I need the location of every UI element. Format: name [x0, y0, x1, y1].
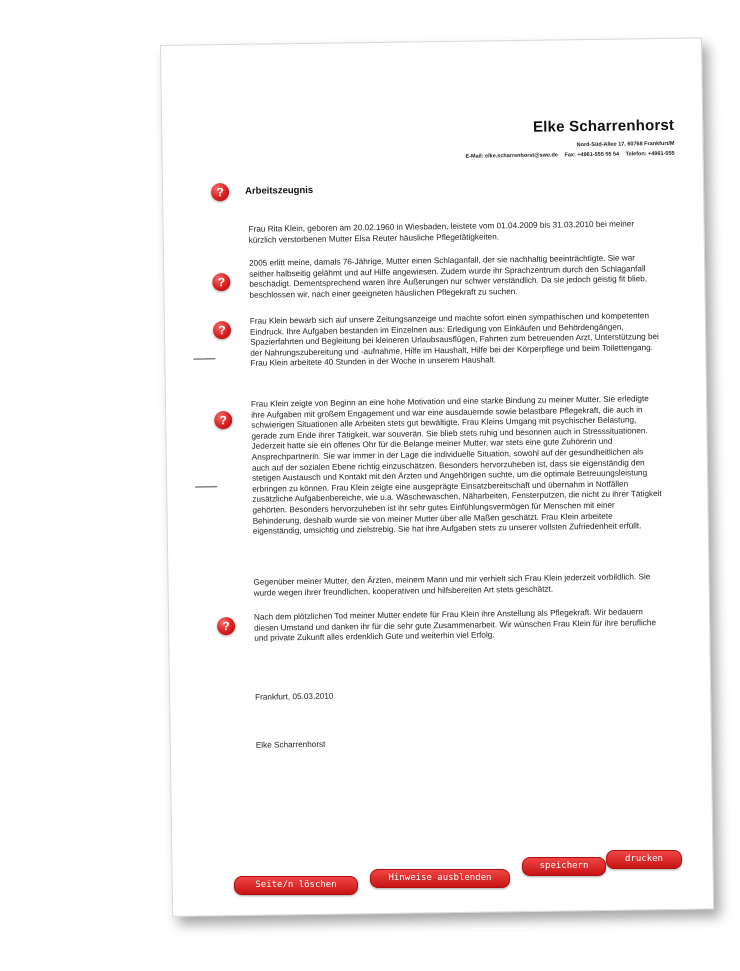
signature-name: Elke Scharrenhorst [255, 739, 326, 750]
delete-pages-button[interactable]: Seite/n löschen [234, 876, 358, 895]
question-mark-icon[interactable]: ? [217, 617, 235, 635]
paragraph-tasks: Frau Klein bewarb sich auf unsere Zeitungsanzeige und machte sofort einen sympathischen und kompetenten Eindruck. Ihre Aufgaben bestanden im Einzelnen aus: Erledigung von Einkäufen und Behördengängen, Spazierfahrten und Begleitung bei kleineren Urlaubsausflügen, Fahrten zum betreuenden Arzt, Unterstützung bei der Nahrungszubereitung und -aufnahme, Hilfe im Haushalt, Hilfe bei der Körperpflege und beim Toilettengang. Frau Klein arbeitete 40 Stunden in der Woche in unserem Haushalt. [249, 311, 659, 369]
sender-fax: Fax: +4961-555 55 54 [564, 151, 620, 159]
hide-hints-button[interactable]: Hinweise ausblenden [370, 869, 510, 888]
question-mark-icon[interactable]: ? [212, 273, 230, 291]
sender-phone: Telefon: +4961-555 [625, 150, 675, 158]
place-date: Frankfurt, 05.03.2010 [255, 691, 334, 702]
question-mark-icon[interactable]: ? [213, 321, 231, 339]
sender-name: Elke Scharrenhorst [532, 116, 675, 136]
paragraph-background: 2005 erlitt meine, damals 76-Jährige, Mutter einen Schlaganfall, der sie nachhaltig beeinträchtigte. Sie war seither halbseitig gelähmt und auf Hilfe angewiesen. Zudem wurde ihr Sprachzentrum durch den Schlaganfall beschädigt. Dementsprechend waren ihre Äußerungen nur schwer verständlich. Da sie jedoch geistig fit blieb, beschlossen wir, nach einer geeigneten häuslichen Pflegekraft zu suchen. [248, 253, 648, 300]
fold-mark [193, 358, 215, 359]
save-button[interactable]: speichern [522, 857, 606, 876]
sender-address: Nord-Süd-Allee 17, 60768 Frankfurt/M [576, 140, 675, 149]
paragraph-assessment: Frau Klein zeigte von Beginn an eine hohe Motivation und eine starke Bindung zu meiner Mutter. Sie erledigte ihre Aufgaben mit großem Engagement und war eine ausdauernde sowie belastbare Pflegekraft, die auch in schwierigen Situationen alle Arbeiten stets gut bewältigte. Frau Kleins Umgang mit psychischer Belastung, gerade zum Ende ihrer Tätigkeit, war souverän. Sie blieb stets ruhig und besonnen auch in Stresssituationen. Jederzeit hatte sie ein offenes Ohr für die Belange meiner Mutter, war stets eine gute Zuhörerin und Ansprechpartnerin. Sie war immer in der Lage die individuelle Situation, sowohl auf der gesundheitlichen als auch auf der sozialen Ebene richtig einzuschätzen. Besonders hervorzuheben ist, dass sie eigenständig den stetigen Austausch und Kontakt mit den Ärzten und Angehörigen suchte, um die optimale Betreuungsleistung erbringen zu können. Frau Klein zeigte eine ausgeprägte Einsatzbereitschaft und übernahm in Notfällen zusätzliche Aufgabenbereiche, wie u.a. Wäschewaschen, Näharbeiten, Fensterputzen, die nicht zu ihrer Tätigkeit gehörten. Besonders hervorzuheben ist ihr sehr gutes Einfühlungsvermögen für Menschen mit einer Behinderung, deshalb wurde sie von meiner Mutter über alle Maßen geschätzt. Frau Klein arbeitete eigenständig, umsichtig und zielstrebig. Sie hat ihre Aufgaben stets zu unserer vollsten Zufriedenheit erfüllt. [250, 394, 662, 536]
hole-punch-mark [195, 486, 217, 487]
paragraph-intro: Frau Rita Klein, geboren am 20.02.1960 in Wiesbaden, leistete vom 01.04.2009 bis 31.03.2010 bei meiner kürzlich verstorbenen Mutter Elsa Reuter häusliche Pflegetätigkeiten. [248, 219, 635, 245]
document-page [160, 37, 714, 916]
sender-email: E-Mail: elke.scharrenhorst@swe.de [465, 152, 558, 160]
question-mark-icon[interactable]: ? [214, 411, 232, 429]
paragraph-closing: Nach dem plötzlichen Tod meiner Mutter endete für Frau Klein ihre Anstellung als Pflegekraft. Wir bedauern diesen Umstand und danken ihr für die sehr gute Zusammenarbeit. Wir wünschen Frau Klein für ihre berufliche und private Zukunft alles erdenklich Gute und weiterhin viel Erfolg. [253, 607, 657, 643]
question-mark-icon[interactable]: ? [211, 183, 229, 201]
print-button[interactable]: drucken [606, 850, 682, 869]
document-title: Arbeitszeugnis [244, 184, 314, 197]
paragraph-conduct: Gegenüber meiner Mutter, den Ärzten, meinem Mann und mir verhielt sich Frau Klein jederzeit vorbildlich. Sie wurde wegen ihrer freundlichen, kooperativen und hilfsbereiten Art stets geschätzt. [253, 572, 651, 598]
sender-contact [460, 151, 674, 160]
